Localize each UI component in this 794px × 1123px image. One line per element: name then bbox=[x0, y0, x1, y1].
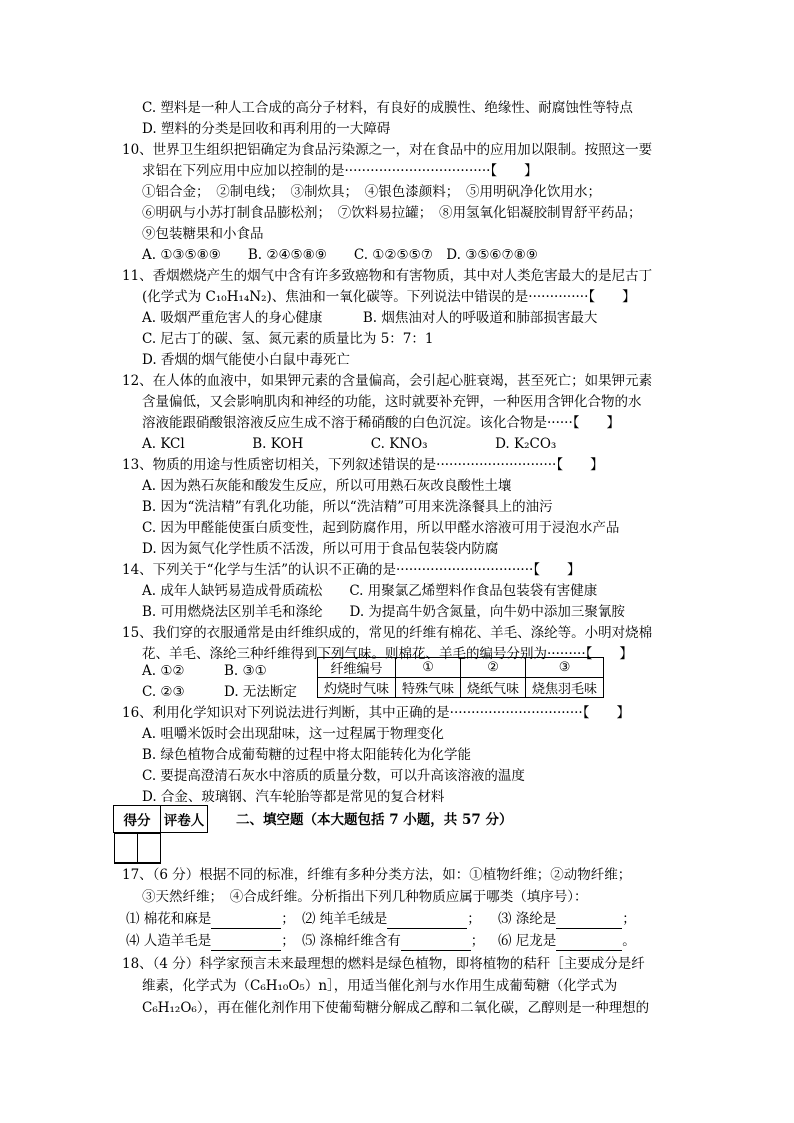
item-number: ⑷ bbox=[126, 933, 140, 949]
q15-option-b: B. ③① bbox=[224, 663, 267, 679]
q11-option-c: C. 尼古丁的碳、氢、氮元素的质量比为 5：7：1 bbox=[142, 331, 434, 347]
q13-option-c: C. 因为甲醛能使蛋白质变性，起到防腐作用，所以甲醛水溶液可用于浸泡水产品 bbox=[142, 520, 620, 536]
q12-options: A. KCl B. KOH C. KNO₃ D. K₂CO₃ bbox=[142, 436, 557, 452]
item-number: ⑵ bbox=[302, 911, 316, 927]
table-cell: ① bbox=[396, 658, 461, 678]
q17-blank-2 bbox=[302, 911, 481, 929]
table-cell: 纤维编号 bbox=[318, 658, 396, 678]
q10-options: A. ①③⑤⑧⑨ B. ②④⑤⑧⑨ C. ①②⑤⑤⑦ D. ③⑤⑥⑦⑧⑨ bbox=[142, 247, 538, 263]
item-number: ⑴ bbox=[126, 911, 140, 927]
grader-cell[interactable] bbox=[137, 834, 160, 863]
table-cell: 烧纸气味 bbox=[461, 678, 526, 698]
q17-blank-6 bbox=[498, 933, 636, 951]
table-cell: 特殊气味 bbox=[396, 678, 461, 698]
section-title: 二、填空题（本大题包括 7 小题，共 57 分） bbox=[236, 812, 513, 828]
table-cell: 烧焦羽毛味 bbox=[526, 678, 604, 698]
q15-stem-line2: 花、羊毛、涤纶三种纤维得到下列气味。则棉花、羊毛的编号分别为·········【 】 bbox=[142, 646, 633, 662]
q11-stem-line2: (化学式为 C₁₀H₁₄N₂)、焦油和一氧化碳等。下列说法中错误的是··············【 】 bbox=[142, 289, 636, 305]
q10-stem-line2: 求铝在下列应用中应加以控制的是··································【 】 bbox=[142, 163, 538, 179]
q12-stem-line1: 12、在人体的血液中，如果钾元素的含量偏高，会引起心脏衰竭，甚至死亡；如果钾元素 bbox=[122, 373, 653, 389]
q12-stem-line3: 溶液能跟硝酸银溶液反应生成不溶于稀硝酸的白色沉淀。该化合物是······【 】 bbox=[142, 415, 620, 431]
q17-blank-1 bbox=[126, 911, 295, 929]
item-label: 人造羊毛是 bbox=[143, 933, 212, 949]
q16-option-c: C. 要提高澄清石灰水中溶质的质量分数，可以升高该溶液的温度 bbox=[142, 768, 525, 784]
score-box bbox=[113, 805, 208, 864]
item-label: 涤棉纤维含有 bbox=[319, 933, 401, 949]
q14-stem: 14、下列关于“化学与生活”的认识不正确的是································【 】 bbox=[122, 562, 581, 578]
q17-blank-4 bbox=[126, 933, 295, 951]
q10-items-line2: ⑥明矾与小苏打制食品膨松剂； ⑦饮料易拉罐； ⑧用氢氧化铝凝胶制胃舒平药品； bbox=[142, 205, 642, 221]
answer-blank[interactable] bbox=[401, 933, 471, 951]
score-cell[interactable] bbox=[114, 834, 137, 863]
item-number: ⑹ bbox=[498, 933, 512, 949]
q17-blank-3 bbox=[498, 911, 636, 929]
answer-blank[interactable] bbox=[556, 911, 622, 929]
answer-blank[interactable] bbox=[556, 933, 622, 951]
q11-options-ab: A. 吸烟严重危害人的身心健康 B. 烟焦油对人的呼吸道和肺部损害最大 bbox=[142, 310, 598, 326]
q12-stem-line2: 含量偏低，又会影响肌肉和神经的功能，这时就要补充钾，一种医用含钾化合物的水 bbox=[142, 394, 642, 410]
q15-option-a: A. ①② bbox=[142, 663, 185, 679]
table-cell: 灼烧时气味 bbox=[318, 678, 396, 698]
item-end: ； bbox=[281, 911, 295, 927]
q14-options-ac: A. 成年人缺钙易造成骨质疏松 C. 用聚氯乙烯塑料作食品包装袋有害健康 bbox=[142, 583, 598, 599]
q15-option-d: D. 无法断定 bbox=[224, 684, 297, 700]
q17-stem-line1: 17、（6 分）根据不同的标准，纤维有多种分类方法，如：①植物纤维；②动物纤维； bbox=[122, 867, 632, 883]
q9-option-c: C. 塑料是一种人工合成的高分子材料，有良好的成膜性、绝缘性、耐腐蚀性等特点 bbox=[142, 100, 633, 116]
table-cell: ③ bbox=[526, 658, 604, 678]
q17-stem-line2: ③天然纤维； ④合成纤维。分析指出下列几种物质应属于哪类（填序号）： bbox=[142, 889, 588, 905]
answer-blank[interactable] bbox=[211, 911, 281, 929]
q18-stem-line3: C₆H₁₂O₆），再在催化剂作用下使葡萄糖分解成乙醇和二氧化碳，乙醇则是一种理想的 bbox=[142, 1000, 650, 1016]
grader-label: 评卷人 bbox=[161, 806, 208, 833]
item-label: 尼龙是 bbox=[515, 933, 557, 949]
q14-options-bd: B. 可用燃烧法区别羊毛和涤纶 D. 为提高牛奶含氮量，向牛奶中添加三聚氰胺 bbox=[142, 604, 625, 620]
q15-option-c: C. ②③ bbox=[142, 684, 185, 700]
q13-option-d: D. 因为氮气化学性质不活泼，所以可用于食品包装袋内防腐 bbox=[142, 541, 499, 557]
item-number: ⑶ bbox=[498, 911, 512, 927]
q16-option-d: D. 合金、玻璃钢、汽车轮胎等都是常见的复合材料 bbox=[142, 789, 445, 805]
q18-stem-line1: 18、（4 分）科学家预言未来最理想的燃料是绿色植物，即将植物的秸秆［主要成分是纤 bbox=[122, 956, 645, 972]
q18-stem-line2: 维素，化学式为（C₆H₁₀O₅）n］，用适当催化剂与水作用生成葡萄糖（化学式为 bbox=[142, 978, 618, 994]
q11-option-d: D. 香烟的烟气能使小白鼠中毒死亡 bbox=[142, 352, 350, 368]
item-end: ； bbox=[467, 911, 481, 927]
item-number: ⑸ bbox=[302, 933, 316, 949]
q13-stem: 13、物质的用途与性质密切相关，下列叙述错误的是····························【 】 bbox=[122, 457, 604, 473]
q9-option-d: D. 塑料的分类是回收和再利用的一大障碍 bbox=[142, 121, 391, 137]
q16-option-a: A. 咀嚼米饭时会出现甜味，这一过程属于物理变化 bbox=[142, 726, 444, 742]
table-cell: ② bbox=[461, 658, 526, 678]
q10-items-line3: ⑨包装糖果和小食品 bbox=[142, 226, 264, 242]
item-label: 纯羊毛绒是 bbox=[319, 911, 388, 927]
item-label: 涤纶是 bbox=[515, 911, 557, 927]
q17-blank-5 bbox=[302, 933, 484, 951]
q10-stem-line1: 10、世界卫生组织把铝确定为食品污染源之一，对在食品中的应用加以限制。按照这一要 bbox=[122, 142, 653, 158]
item-label: 棉花和麻是 bbox=[143, 911, 212, 927]
q15-stem-line1: 15、我们穿的衣服通常是由纤维织成的，常见的纤维有棉花、羊毛、涤纶等。小明对烧棉 bbox=[122, 625, 653, 641]
score-label: 得分 bbox=[114, 806, 161, 833]
answer-blank[interactable] bbox=[387, 911, 467, 929]
item-end: ； bbox=[622, 911, 636, 927]
answer-blank[interactable] bbox=[211, 933, 281, 951]
q16-option-b: B. 绿色植物合成葡萄糖的过程中将太阳能转化为化学能 bbox=[142, 747, 472, 763]
q16-stem: 16、利用化学知识对下列说法进行判断，其中正确的是·······························【 】 bbox=[122, 705, 630, 721]
q13-option-a: A. 因为熟石灰能和酸发生反应，所以可用熟石灰改良酸性土壤 bbox=[142, 478, 512, 494]
q13-option-b: B. 因为“洗洁精”有乳化功能，所以“洗洁精”可用来洗涤餐具上的油污 bbox=[142, 499, 553, 515]
fiber-odor-table bbox=[317, 657, 604, 698]
q11-stem-line1: 11、香烟燃烧产生的烟气中含有许多致癌物和有害物质，其中对人类危害最大的是尼古丁 bbox=[122, 268, 653, 284]
table-header-row bbox=[318, 658, 604, 678]
q10-items-line1: ①铝合金； ②制电线； ③制炊具； ④银色漆颜料； ⑤用明矾净化饮用水； bbox=[142, 184, 601, 200]
table-row bbox=[318, 678, 604, 698]
item-end: 。 bbox=[622, 933, 636, 949]
item-end: ； bbox=[470, 933, 485, 949]
item-end: ； bbox=[281, 933, 295, 949]
